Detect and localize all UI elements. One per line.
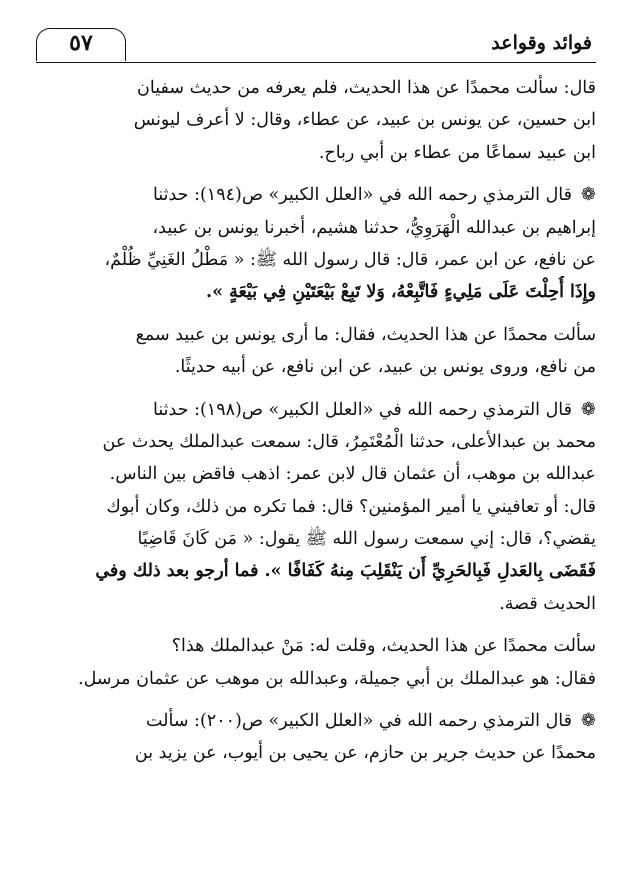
paragraph (36, 394, 596, 621)
text-line: إبراهيم بن عبدالله الْهَرَوِيُّ، حدثنا هشيم، أخبرنا يونس بن عبيد، (152, 217, 596, 238)
text-line: سألت محمدًا عن هذا الحديث، وقلت له: مَنْ عبدالملك هذا؟ (171, 636, 596, 657)
text-line: محمدًا عن حديث جرير بن حازم، عن يحيى بن أيوب، عن يزيد بن (134, 743, 596, 764)
text-line: قال الترمذي رحمه الله في «العلل الكبير» ص(١٩٨): حدثنا (153, 399, 572, 420)
paragraph (36, 179, 596, 383)
flower-ornament-icon: ❁ (580, 184, 596, 206)
text-line: محمد بن عبدالأعلى، حدثنا الْمُعْتَمِرُ، قال: سمعت عبدالملك يحدث عن (102, 431, 596, 452)
text-line: الحديث قصة. (499, 593, 596, 614)
paragraph (36, 630, 596, 695)
page-number: ٥٧ (69, 30, 93, 56)
book-title: فوائد وقواعد (491, 32, 592, 54)
hadith-line: فَقَضَى بِالعَدلِ فَبِالحَرِيِّ أَن يَنْقَلِبَ مِنهُ كَفَافًا ». فما أرجو بعد ذلك وفي (95, 561, 596, 582)
text-line: سألت محمدًا عن هذا الحديث، فقال: ما أرى يونس بن عبيد سمع (135, 324, 596, 345)
text-line: ابن عبيد سماعًا من عطاء بن أبي رباح. (318, 142, 596, 163)
text-line: يقضي؟، قال: إني سمعت رسول الله ﷺ يقول: « مَن كَانَ قَاضِيًا (137, 529, 596, 550)
text-line: فقال: هو عبدالملك بن أبي جميلة، وعبدالله بن موهب عن عثمان مرسل. (78, 668, 596, 689)
paragraph (36, 72, 596, 169)
text-line: قال الترمذي رحمه الله في «العلل الكبير» ص(٢٠٠): سألت (145, 711, 572, 732)
paragraph (36, 705, 596, 770)
text-line: قال الترمذي رحمه الله في «العلل الكبير» ص(١٩٤): حدثنا (153, 185, 572, 206)
running-header (36, 22, 596, 62)
flower-ornament-icon: ❁ (580, 398, 596, 420)
text-line: عبدالله بن موهب، أن عثمان قال لابن عمر: اذهب فاقض بين الناس. (109, 464, 596, 485)
hadith-line: وإِذَا أُحِلْتَ عَلَى مَلِيءٍ فَاتَّبِعْهُ، وَلا تَبِعْ بَيْعَتَيْنِ فِي بَيْعَةٍ ». (205, 282, 596, 303)
flower-ornament-icon: ❁ (580, 710, 596, 732)
text-line: من نافع، وروى يونس بن عبيد، عن ابن نافع، عن أبيه حديثًا. (174, 357, 596, 378)
text-line: قال: سألت محمدًا عن هذا الحديث، فلم يعرفه من حديث سفيان (137, 78, 596, 98)
text-line: قال: أو تعافيني يا أمير المؤمنين؟ قال: فما تكره من ذلك، وكان أبوك (106, 496, 596, 517)
header-rule (36, 62, 596, 63)
main-text (36, 72, 596, 770)
text-line: عن نافع، عن ابن عمر، قال: قال رسول الله ﷺ: « مَطْلُ الغَنِيِّ ظُلْمٌ، (104, 249, 596, 270)
text-line: ابن حسين، عن يونس بن عبيد، عن عطاء، وقال: لا أعرف ليونس (133, 110, 596, 131)
